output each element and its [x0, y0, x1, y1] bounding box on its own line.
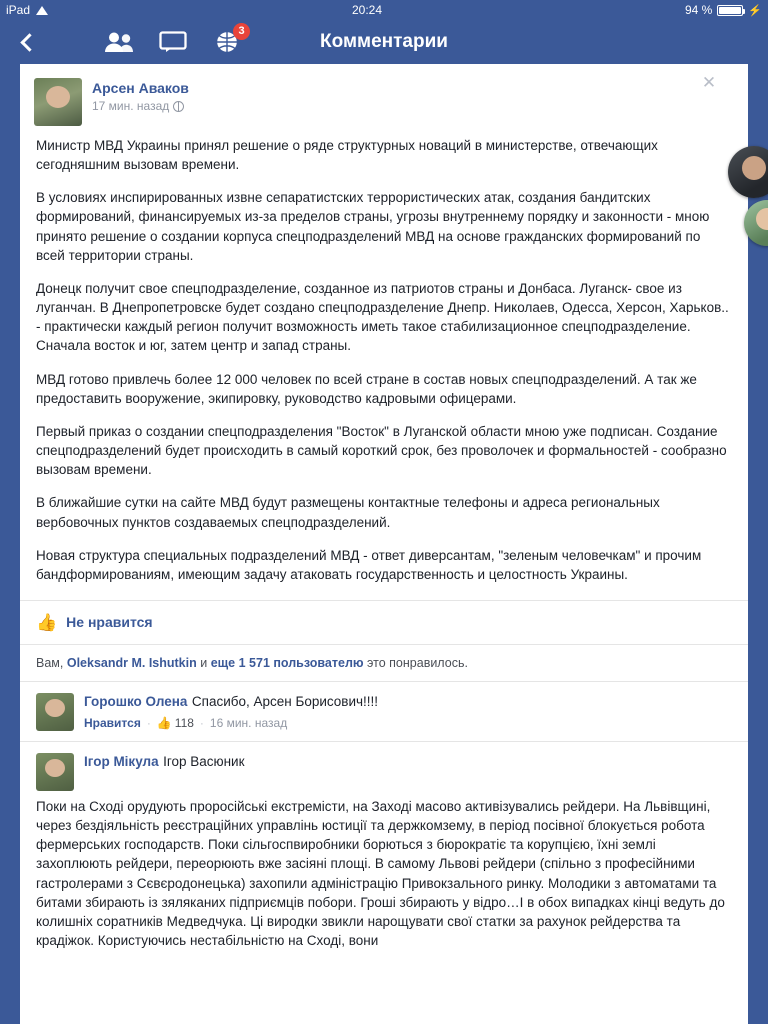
comment-like-action[interactable]: Нравится [84, 715, 141, 730]
post-paragraph: Донецк получит свое спецподразделение, созданное из патриотов страны и Донбаса. Луганск- свое из луганчан. В Днепропетровске будет создано спецподразделение Днепр. Николаев, Одесса, Херсон, Харьков.. - практически каждый регион получит возможность иметь такое стабилизационное спецподразделение. Сначала восток и юг, затем центр и запад страны. [36, 280, 729, 354]
comment-text: Спасибо, Арсен Борисович!!!! [191, 693, 379, 709]
commenter-avatar[interactable] [36, 693, 74, 731]
globe-notifications-icon[interactable] [212, 25, 245, 57]
comment-long-text: Поки на Сході орудують проросійські екстремісти, на Заході масово активізувались рейдери. На Львівщині, через бездіяльність реєстраційних управлінь юстиції та держкомзему, в період посівної блокується робота фермерських господарств. Поки сільгоспвиробники борються з бюрократіє та корупцією, їхні землі захоплюють рейдери, переорюють вже засіяні площі. В самому Львові рейдери (спільно з професійними гастролерами з Сєвєродонецька) захопили адміністрацію Привокзального ринку. Молодики з автоматами та битами збирають із зяляканих підприємців побори. Гроші збирають у відро…І в обох випадках кінці ведуть до колишніх соратників Медведчука. Ці виродки звикли нарощувати свої статки за рахунок рейдерства та крадіжок. Користуючись нестабільністю на Сході, вони [36, 798, 725, 949]
comment-author-name[interactable]: Горошко Олена [84, 693, 188, 709]
comment-body [84, 753, 732, 791]
comment-line [84, 753, 732, 771]
post-paragraph: Министр МВД Украины принял решение о ряде структурных новаций в министерстве, отвечающих сегодняшним вызовам времени. [36, 138, 658, 173]
friends-icon[interactable] [104, 27, 134, 57]
post-meta [92, 78, 189, 113]
post-timestamp-label: 17 мин. назад [92, 99, 170, 113]
chat-head-1[interactable] [728, 146, 768, 198]
chat-heads [726, 146, 768, 246]
post-paragraph: В ближайшие сутки на сайте МВД будут размещены контактные телефоны и адреса региональных вербовочных пунктов создаваемых спецподразделений. [36, 495, 660, 530]
battery-icon [717, 5, 743, 16]
post-body [20, 130, 748, 600]
post-paragraph: Новая структура специальных подразделений МВД - ответ диверсантам, "зеленым человечкам" и прочим бандформированиям, имеющим задачу атаковать государственность и целостность Украины. [36, 547, 702, 582]
comment-text: Ігор Васюник [163, 753, 245, 769]
content-area [0, 64, 768, 1024]
carrier-label: iPad [6, 3, 31, 17]
comment-body [84, 693, 732, 731]
thumbs-up-icon: 👍 [36, 612, 58, 632]
likes-summary [20, 644, 748, 682]
likes-summary-suffix: это понравилось. [367, 655, 468, 670]
post-paragraph: МВД готово привлечь более 12 000 человек по всей стране в состав новых спецподразделений. А так же предоставить вооружение, экипировку, руководство кадровыми офицерами. [36, 371, 697, 406]
separator: · [199, 715, 204, 730]
status-bar-clock: 20:24 [351, 3, 382, 17]
back-button[interactable] [10, 25, 44, 59]
lightning-bolt-icon: ⚡ [748, 4, 762, 17]
navigation-bar [0, 20, 768, 64]
likes-summary-name[interactable]: Oleksandr M. Ishutkin [66, 655, 197, 670]
nav-icon-group [104, 25, 245, 57]
comment-timestamp: 16 мин. назад [209, 715, 288, 730]
globe-privacy-icon [173, 101, 184, 112]
wifi-icon [35, 5, 49, 15]
post-timestamp [92, 99, 189, 113]
likes-summary-count[interactable]: еще 1 571 пользователю [210, 655, 364, 670]
post-author-avatar[interactable] [34, 78, 82, 126]
commenter-avatar[interactable] [36, 753, 74, 791]
post-card [20, 64, 748, 1024]
notifications-badge: 3 [233, 23, 250, 40]
comment-author-name[interactable]: Ігор Мікула [84, 753, 159, 769]
status-bar-left [6, 3, 49, 17]
page-title: Комментарии [320, 31, 448, 52]
like-button-label: Не нравится [66, 614, 153, 631]
comment-like-count-value: 118 [174, 715, 194, 730]
comment-line [84, 693, 732, 711]
post-paragraph: В условиях инспирированных извне сепаратистских террористических атак, создания бандитских формирований, финансируемых из-за пределов страны, угрозы внутреннему порядку и законности - мною принято решение о создании корпуса спецподразделений МВД на основе гражданских формирований по всей территории страны. [36, 190, 710, 263]
post-paragraph: Первый приказ о создании спецподразделения "Восток" в Луганской области мною уже подписан. Создание спецподразделений будет происходить в самый короткий срок, без проволочек и формальностей - сообразно вызовам времени. [36, 423, 727, 478]
separator: · [146, 715, 151, 730]
likes-summary-prefix: Вам, [36, 655, 64, 670]
post-header [20, 64, 748, 130]
thumbs-up-small-icon: 👍 [156, 715, 172, 730]
likes-summary-middle: и [200, 655, 208, 670]
comment-like-count [157, 716, 194, 730]
messages-icon[interactable] [158, 27, 188, 57]
chevron-left-icon [20, 33, 38, 51]
comment-actions [84, 716, 732, 730]
battery-percent-label: 94 % [684, 3, 713, 17]
chat-head-2[interactable] [744, 200, 768, 246]
status-bar [0, 0, 768, 20]
close-icon[interactable]: ✕ [701, 73, 717, 92]
comment-item [20, 682, 748, 742]
comment-item [20, 742, 748, 791]
status-bar-right [685, 3, 762, 17]
like-button[interactable] [20, 601, 748, 644]
post-author-name[interactable]: Арсен Аваков [92, 80, 189, 96]
